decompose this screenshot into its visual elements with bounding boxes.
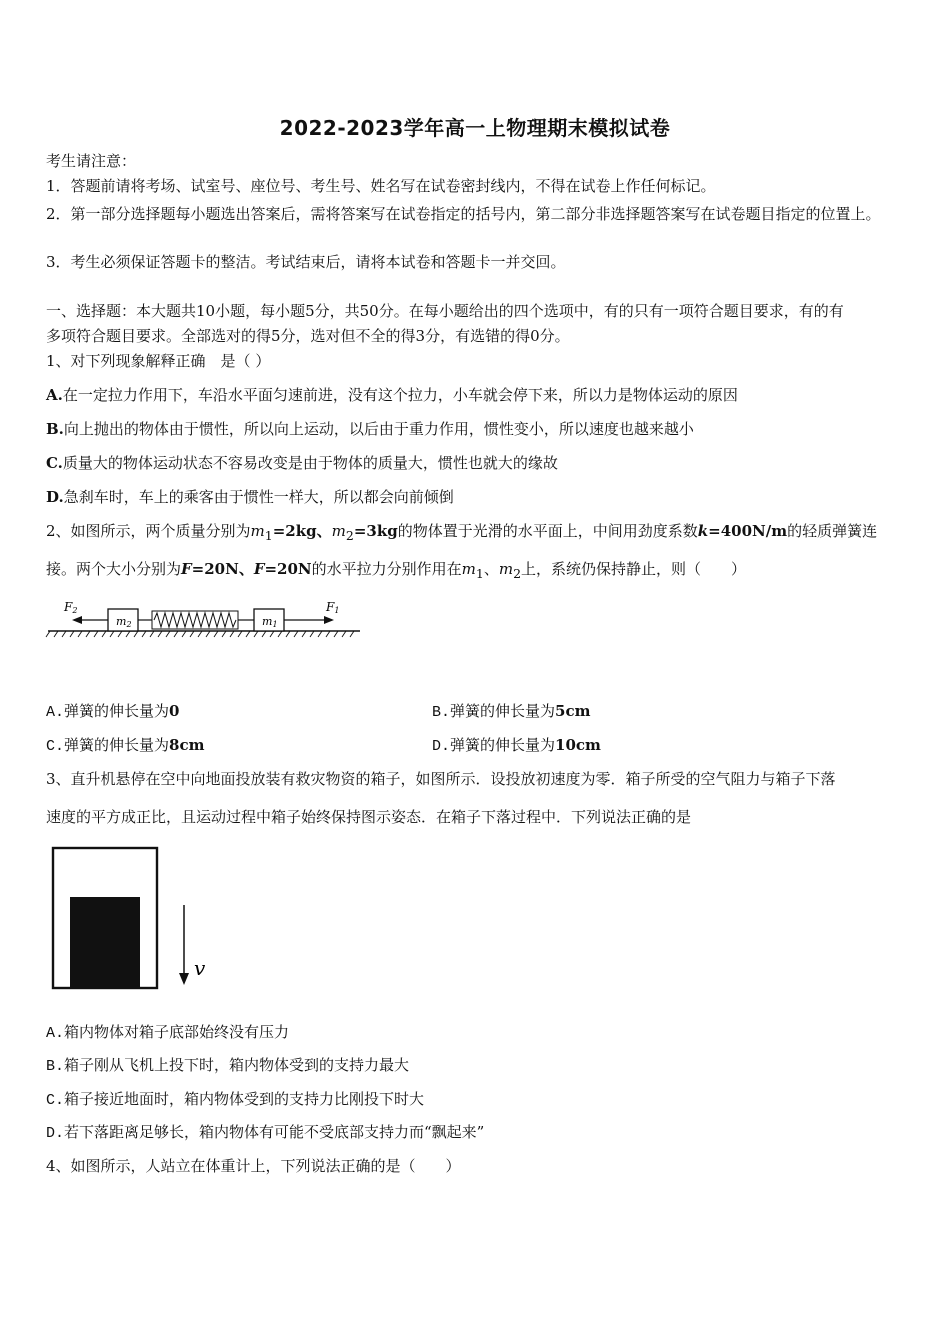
question-3-option-d <box>46 1121 484 1145</box>
option-text: 在一定拉力作用下，车沿水平面匀速前进，没有这个拉力，小车就会停下来，所以力是物体运动的原因 <box>62 386 738 404</box>
notice-item-2: 2．第一部分选择题每小题选出答案后，需将答案写在试卷指定的括号内，第二部分非选择题答案写在试卷题目指定的位置上。 <box>46 205 881 223</box>
option-label: A. <box>46 1025 65 1042</box>
option-label: C. <box>46 738 65 755</box>
option-value: 10cm <box>555 736 601 754</box>
option-text: 急刹车时，车上的乘客由于惯性一样大，所以都会向前倾倒 <box>63 488 454 506</box>
val: =400N/m <box>708 522 788 540</box>
var-m1: m <box>461 560 476 578</box>
option-text: 弹簧的伸长量为 <box>64 736 170 754</box>
velocity-label: v <box>194 956 206 980</box>
var-k: k <box>697 522 709 540</box>
stem-text: 的轻质弹簧连 <box>787 522 878 540</box>
stem-text: 的物体置于光滑的水平面上，中间用劲度系数 <box>397 522 698 540</box>
stem-text: 接。两个大小分别为 <box>46 560 182 578</box>
question-4-stem: 4、如图所示，人站立在体重计上，下列说法正确的是（ ） <box>46 1157 461 1175</box>
question-2-stem-line-2 <box>46 558 908 585</box>
var-m1: m <box>250 522 265 540</box>
ground-hatching <box>46 631 354 637</box>
option-label: B. <box>432 704 451 721</box>
sep: 、 <box>483 560 499 578</box>
cargo-block <box>70 897 140 988</box>
question-3-option-a <box>46 1021 289 1045</box>
question-2-option-c <box>46 734 204 758</box>
option-text: 若下落距离足够长，箱内物体有可能不受底部支持力而“飘起来” <box>64 1123 485 1141</box>
falling-box-figure <box>50 845 220 991</box>
question-3-option-c <box>46 1088 424 1112</box>
question-2-option-a <box>46 700 179 724</box>
block-m1-label: m1 <box>262 615 278 629</box>
option-label: A. <box>46 386 63 404</box>
velocity-arrowhead <box>179 973 189 985</box>
question-3-stem-line-2: 速度的平方成正比，且运动过程中箱子始终保持图示姿态．在箱子下落过程中．下列说法正确的是 <box>46 808 692 826</box>
force-f1-label: F1 <box>326 600 340 615</box>
section-intro-line-1: 一、选择题：本大题共10小题，每小题5分，共50分。在每小题给出的四个选项中，有的只有一项符合题目要求，有的有 <box>46 302 844 320</box>
notice-item-1: 1．答题前请将考场、试室号、座位号、考生号、姓名写在试卷密封线内，不得在试卷上作任何标记。 <box>46 177 716 195</box>
stem-text: 2、如图所示，两个质量分别为 <box>46 522 251 540</box>
option-label: C. <box>46 454 63 472</box>
question-3-option-b <box>46 1054 409 1078</box>
option-text: 弹簧的伸长量为 <box>64 702 170 720</box>
sub: 2 <box>513 566 522 581</box>
var-F: F <box>253 560 265 578</box>
section-intro-line-2: 多项符合题目要求。全部选对的得5分，选对但不全的得3分，有选错的得0分。 <box>46 327 570 345</box>
sub: 1 <box>264 528 273 543</box>
option-value: 8cm <box>169 736 205 754</box>
block-m2-label: m2 <box>116 615 132 629</box>
val: =3kg <box>353 522 398 540</box>
option-text: 弹簧的伸长量为 <box>450 736 556 754</box>
question-2-option-b <box>432 700 590 724</box>
force-f2-arrowhead <box>72 616 82 624</box>
option-text: 箱子接近地面时，箱内物体受到的支持力比刚投下时大 <box>64 1090 425 1108</box>
var-F: F <box>181 560 192 578</box>
force-f2-label: F2 <box>64 600 78 615</box>
question-1-stem: 1、对下列现象解释正确 是（ ） <box>46 352 271 370</box>
sub: 2 <box>345 528 354 543</box>
question-1-option-a <box>46 384 908 406</box>
option-text: 箱子刚从飞机上投下时，箱内物体受到的支持力最大 <box>64 1056 410 1074</box>
notice-heading: 考生请注意： <box>46 152 137 170</box>
option-label: B. <box>46 1058 65 1075</box>
option-text: 向上抛出的物体由于惯性，所以向上运动，以后由于重力作用，惯性变小，所以速度也越来越小 <box>63 420 694 438</box>
option-value: 0 <box>169 702 180 720</box>
sub: 1 <box>475 566 484 581</box>
spring-coil <box>154 613 236 627</box>
notice-item-3: 3．考生必须保证答题卡的整洁。考试结束后，请将本试卷和答题卡一并交回。 <box>46 253 566 271</box>
option-label: B. <box>46 420 64 438</box>
question-1-option-c <box>46 452 908 474</box>
option-label: A. <box>46 704 65 721</box>
question-1-option-b <box>46 418 908 440</box>
var-m2: m <box>498 560 514 578</box>
option-value: 5cm <box>555 702 591 720</box>
question-1-option-d <box>46 486 908 508</box>
option-label: C. <box>46 1092 65 1109</box>
option-label: D. <box>432 738 451 755</box>
option-text: 弹簧的伸长量为 <box>450 702 556 720</box>
stem-text: 的水平拉力分别作用在 <box>311 560 462 578</box>
question-3-stem-line-1: 3、直升机悬停在空中向地面投放装有救灾物资的箱子，如图所示．设投放初速度为零．箱子所受的空气阻力与箱子下落 <box>46 770 836 788</box>
var-m2: m <box>331 522 346 540</box>
spring-system-figure <box>44 595 364 643</box>
option-text: 箱内物体对箱子底部始终没有压力 <box>64 1023 290 1041</box>
option-label: D. <box>46 1125 65 1142</box>
val: =2kg、 <box>272 522 332 540</box>
question-2-option-d <box>432 734 601 758</box>
val: =20N、 <box>191 560 254 578</box>
option-label: D. <box>46 488 64 506</box>
stem-text: 上，系统仍保持静止，则（ ） <box>521 560 747 578</box>
page-title: 2022-2023学年高一上物理期末模拟试卷 <box>279 116 671 140</box>
val: =20N <box>264 560 312 578</box>
force-f1-arrowhead <box>324 616 334 624</box>
question-2-stem-line-1 <box>46 520 908 547</box>
option-text: 质量大的物体运动状态不容易改变是由于物体的质量大，惯性也就大的缘故 <box>62 454 558 472</box>
